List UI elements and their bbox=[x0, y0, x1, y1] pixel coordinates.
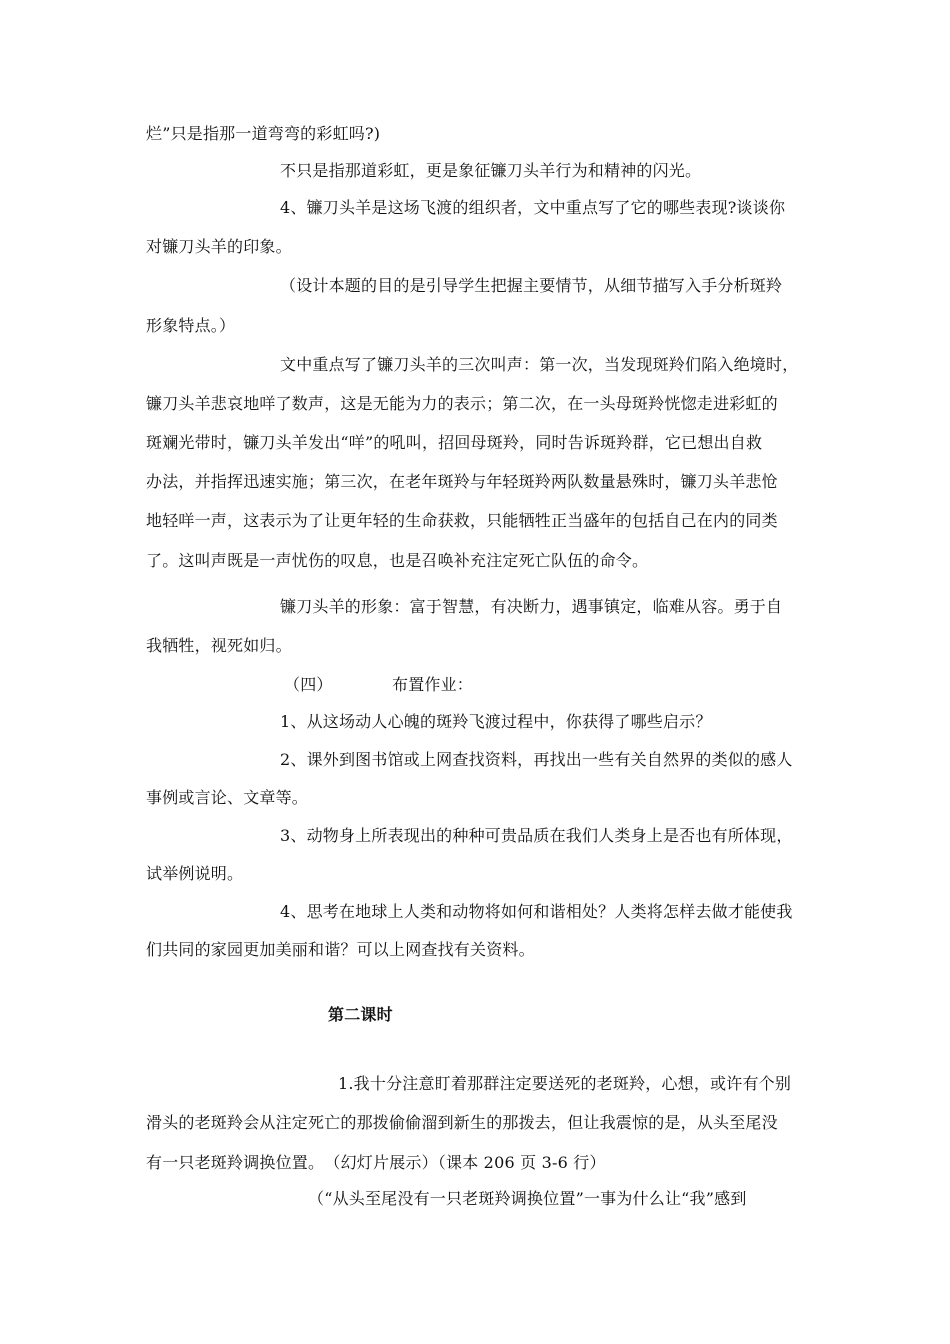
lesson-heading: 第二课时 bbox=[328, 1005, 393, 1024]
section-number: （四） bbox=[284, 675, 333, 694]
homework-item: 3、动物身上所表现出的种种可贵品质在我们人类身上是否也有所体现， bbox=[280, 826, 793, 845]
text-line: 们共同的家园更加美丽和谐？可以上网查找有关资料。 bbox=[146, 940, 535, 959]
text-line: 试举例说明。 bbox=[146, 864, 244, 883]
text-line: 文中重点写了镰刀头羊的三次叫声：第一次，当发现斑羚们陷入绝境时， bbox=[280, 355, 799, 374]
text-line: 镰刀头羊的形象：富于智慧，有决断力，遇事镇定，临难从容。勇于自 bbox=[280, 597, 783, 616]
text-line: 镰刀头羊悲哀地咩了数声，这是无能为力的表示；第二次，在一头母斑羚恍惚走进彩虹的 bbox=[146, 394, 778, 413]
homework-item: 4、思考在地球上人类和动物将如何和谐相处？人类将怎样去做才能使我 bbox=[280, 902, 793, 921]
text-line: 地轻咩一声，这表示为了让更年轻的生命获救，只能牺牲正当盛年的包括自己在内的同类 bbox=[146, 511, 778, 530]
text-line: 1.我十分注意盯着那群注定要送死的老斑羚，心想，或许有个别 bbox=[338, 1074, 792, 1093]
text-line: 办法，并指挥迅速实施；第三次，在老年斑羚与年轻斑羚两队数量悬殊时，镰刀头羊悲怆 bbox=[146, 472, 778, 491]
homework-item: 2、课外到图书馆或上网查找资料，再找出一些有关自然界的类似的感人 bbox=[280, 750, 793, 769]
text-line: （“从头至尾没有一只老斑羚调换位置”一事为什么让“我”感到 bbox=[308, 1189, 747, 1208]
text-line: 不只是指那道彩虹，更是象征镰刀头羊行为和精神的闪光。 bbox=[280, 161, 702, 180]
section-title: 布置作业： bbox=[392, 675, 474, 694]
text-line: 滑头的老斑羚会从注定死亡的那拨偷偷溜到新生的那拨去，但让我震惊的是，从头至尾没 bbox=[146, 1113, 778, 1132]
homework-item: 1、从这场动人心魄的斑羚飞渡过程中，你获得了哪些启示？ bbox=[280, 712, 712, 731]
text-line: 对镰刀头羊的印象。 bbox=[146, 237, 292, 256]
text-line: 4、镰刀头羊是这场飞渡的组织者，文中重点写了它的哪些表现?谈谈你 bbox=[280, 198, 786, 217]
text-line: 烂”只是指那一道弯弯的彩虹吗?) bbox=[146, 124, 381, 143]
text-line: （设计本题的目的是引导学生把握主要情节，从细节描写入手分析斑羚 bbox=[280, 276, 783, 295]
text-line: 形象特点。） bbox=[146, 316, 236, 335]
text-line: 了。这叫声既是一声忧伤的叹息，也是召唤补充注定死亡队伍的命令。 bbox=[146, 551, 649, 570]
text-line: 有一只老斑羚调换位置。 （幻灯片展示）（课本 206 页 3-6 行） bbox=[146, 1153, 606, 1172]
text-line: 我牺牲，视死如归。 bbox=[146, 636, 292, 655]
text-line: 事例或言论、文章等。 bbox=[146, 788, 309, 807]
text-line: 斑斓光带时，镰刀头羊发出“咩”的吼叫，招回母斑羚，同时告诉斑羚群，它已想出自救 bbox=[146, 433, 763, 452]
